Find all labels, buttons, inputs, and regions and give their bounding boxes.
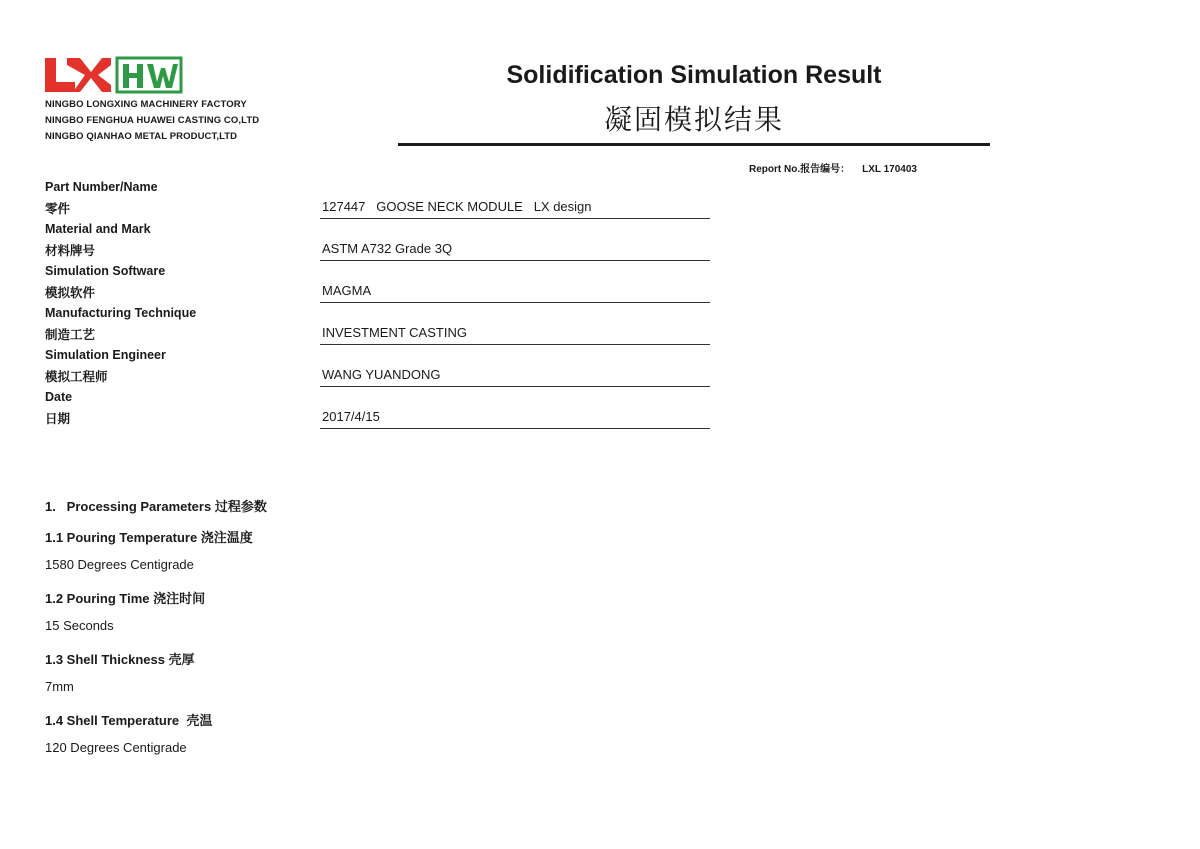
field-label-engineer: Simulation Engineer <box>45 348 166 362</box>
param-heading-pouring-temperature: 1.1 Pouring Temperature 浇注温度 <box>45 530 253 545</box>
field-value-date <box>320 408 710 429</box>
param-value-pouring-time: 15 Seconds <box>45 618 114 633</box>
field-label-technique-cn: 制造工艺 <box>45 328 96 342</box>
section-heading: 1. Processing Parameters 过程参数 <box>45 499 267 514</box>
page-title-cn: 凝固模拟结果 <box>603 103 784 136</box>
param-heading-pouring-time: 1.2 Pouring Time 浇注时间 <box>45 591 206 606</box>
param-value-shell-temperature: 120 Degrees Centigrade <box>45 740 187 755</box>
company-name-2: NINGBO FENGHUA HUAWEI CASTING CO,LTD <box>45 115 260 126</box>
param-heading-shell-temperature: 1.4 Shell Temperature 壳温 <box>45 713 213 728</box>
report-number <box>749 160 917 175</box>
company-name-3: NINGBO QIANHAO METAL PRODUCT,LTD <box>45 131 238 142</box>
page-title: Solidification Simulation Result <box>506 61 882 89</box>
field-label-material: Material and Mark <box>45 222 151 236</box>
field-value-material-text: ASTM A732 Grade 3Q <box>322 241 453 256</box>
field-label-technique: Manufacturing Technique <box>45 306 197 320</box>
report-number-label: Report No.报告编号： <box>749 164 851 175</box>
field-value-software <box>320 282 710 303</box>
param-heading-shell-thickness: 1.3 Shell Thickness 壳厚 <box>45 652 195 667</box>
field-label-engineer-cn: 模拟工程师 <box>45 370 108 384</box>
field-value-engineer-text: WANG YUANDONG <box>322 367 441 382</box>
field-value-technique <box>320 324 710 345</box>
field-value-date-text: 2017/4/15 <box>322 409 380 424</box>
field-label-software: Simulation Software <box>45 264 166 278</box>
field-value-part <box>320 198 710 219</box>
report-number-value: LXL 170403 <box>862 164 917 175</box>
field-value-software-text: MAGMA <box>322 283 372 298</box>
field-label-date-cn: 日期 <box>45 412 71 426</box>
field-label-part-cn: 零件 <box>45 202 71 216</box>
field-label-software-cn: 模拟软件 <box>45 286 96 300</box>
field-value-part-text: 127447 GOOSE NECK MODULE LX design <box>322 199 592 214</box>
field-label-part: Part Number/Name <box>45 180 158 194</box>
title-underline <box>398 143 990 146</box>
param-value-shell-thickness: 7mm <box>45 679 74 694</box>
company-logo <box>45 56 185 94</box>
field-value-engineer <box>320 366 710 387</box>
param-value-pouring-temperature: 1580 Degrees Centigrade <box>45 557 194 572</box>
field-value-technique-text: INVESTMENT CASTING <box>322 325 467 340</box>
field-label-material-cn: 材料牌号 <box>45 244 96 258</box>
company-name-1: NINGBO LONGXING MACHINERY FACTORY <box>45 99 247 110</box>
field-label-date: Date <box>45 390 73 404</box>
field-value-material <box>320 240 710 261</box>
